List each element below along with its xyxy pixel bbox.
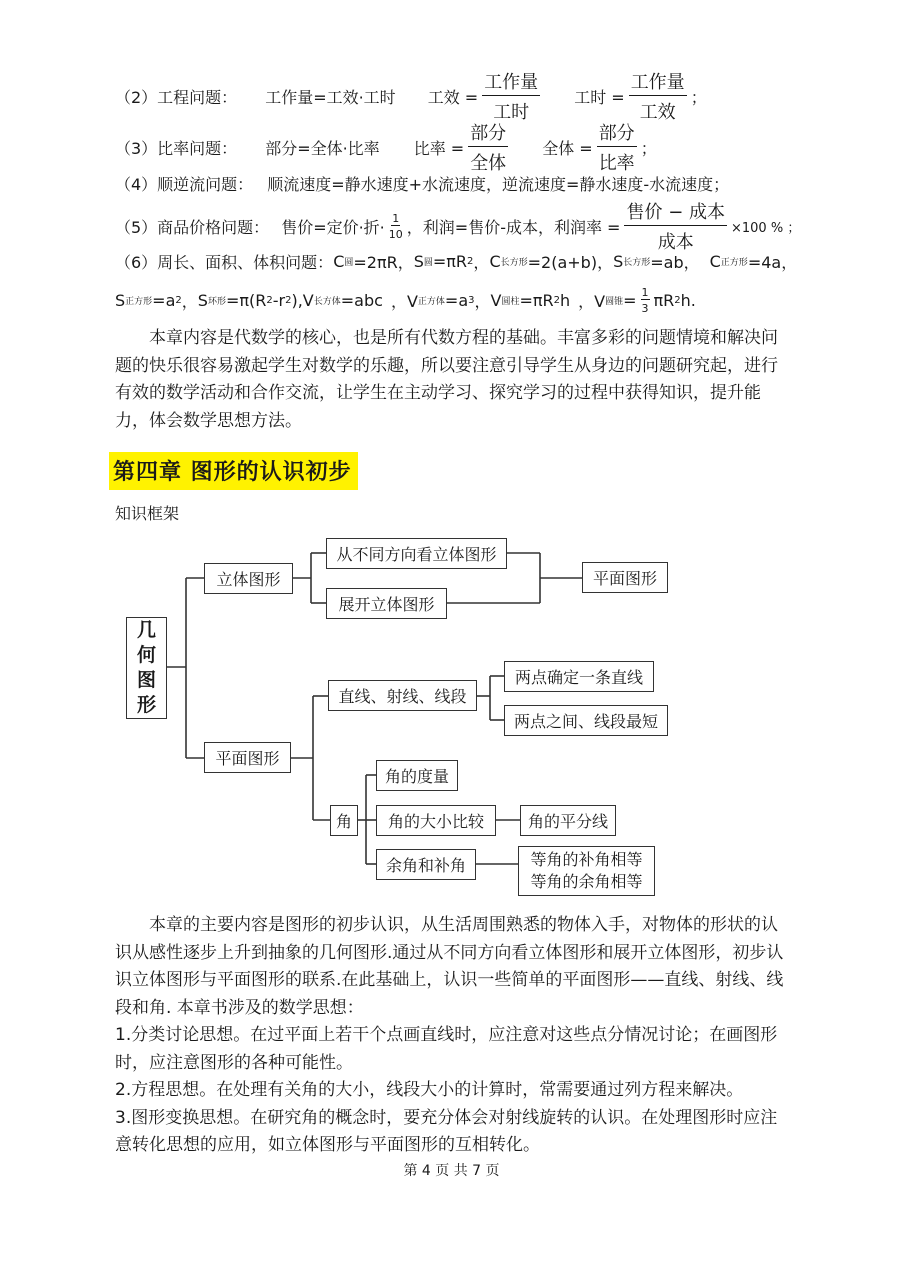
formula: 工时 = (574, 87, 625, 107)
diagram-plane-box: 平面图形 (204, 742, 291, 773)
label: （4）顺逆流问题： (115, 175, 254, 194)
diagram-equal-angles-box (518, 846, 655, 896)
formula: -r (272, 291, 286, 310)
formula: =a (152, 291, 176, 310)
formula: =πR (519, 291, 554, 310)
formula: =a (444, 291, 469, 310)
formula: 工作量=工效·工时 (265, 87, 396, 107)
formula: 工效 = (427, 87, 479, 107)
box-line: 等角的补角相等 (530, 850, 643, 869)
symbol: S (413, 252, 424, 271)
diagram-root-box: 几 何 图 形 (126, 617, 167, 719)
fraction: $\frac{1}{10}$ (388, 211, 403, 241)
punct: ， (181, 292, 198, 311)
paragraph: 本章的主要内容是图形的初步认识，从生活周围熟悉的物体入手，对物体的形状的认识从感性逐步上升到抽象的几何图形.通过从不同方向看立体图形和展开立体图形，初步认识立体图形与平面图形的联系.在此基础上，认识一些简单的平面图形——直线、射线、线段和角. 本章书涉及的数学思想： (115, 915, 784, 1018)
fraction: $\frac{\text{工作量}}{\text{工效}}$ (629, 68, 687, 124)
symbol: S (197, 291, 208, 310)
diagram-angle-box: 角 (330, 805, 358, 836)
formula: 比率 = (413, 138, 465, 158)
formula: =2πR， (353, 253, 414, 272)
page-footer: 第 4 页 共 7 页 (403, 1163, 500, 1179)
symbol: C (709, 252, 721, 271)
formula: h (560, 291, 571, 310)
formula: ，利润=售价-成本，利润率 = (406, 217, 621, 237)
symbol: V (490, 291, 502, 310)
label: （3）比率问题： (115, 138, 238, 158)
diagram-angle-compare-box: 角的大小比较 (376, 805, 496, 836)
exponent: 2 (674, 295, 681, 306)
subscript: 圆柱 (501, 297, 520, 307)
subscript: 圆锥 (605, 297, 624, 307)
label: （6）周长、面积、体积问题： (115, 253, 334, 272)
subscript: 长方形 (623, 258, 651, 268)
exponent: 2 (553, 295, 561, 306)
exponent: 2 (285, 295, 292, 306)
formula: ×100 % ； (731, 220, 801, 236)
fraction: $\frac{\text{售价 − 成本}}{\text{成本}}$ (624, 198, 727, 254)
chapter-title: 第四章 图形的认识初步 (109, 452, 358, 490)
formula: h. (680, 291, 696, 310)
diagram-complement-box: 余角和补角 (376, 849, 476, 880)
formula: =2(a+b)， (527, 253, 614, 272)
symbol: C (333, 252, 345, 271)
diagram-angle-measure-box: 角的度量 (376, 760, 458, 791)
formula: 售价=定价·折· (281, 217, 385, 237)
subscript: 圆 (423, 258, 433, 268)
subscript: 长方体 (313, 297, 341, 307)
formula: =abc (340, 291, 383, 310)
formula: 全体 = (542, 138, 593, 158)
diagram-lines-a-box: 两点确定一条直线 (504, 661, 654, 692)
exponent: 2 (467, 256, 474, 267)
symbol: S (115, 291, 126, 310)
subscript: 环形 (207, 297, 226, 307)
box-line: 等角的余角相等 (530, 872, 643, 891)
subscript: 正方体 (417, 297, 445, 307)
formula: = (623, 291, 637, 310)
fraction: $\frac{1}{3}$ (641, 286, 649, 315)
formula: πR (653, 291, 675, 310)
diagram-solid-box: 立体图形 (204, 563, 293, 594)
subscript: 圆 (344, 258, 354, 268)
diagram-lines-box: 直线、射线、线段 (328, 680, 477, 711)
formula: ), (291, 291, 303, 310)
symbol: ，V (578, 292, 606, 311)
formula: =πR (432, 252, 468, 271)
label: （2）工程问题： (115, 87, 238, 107)
formula: 部分=全体·比率 (265, 138, 380, 158)
symbol: S (613, 252, 624, 271)
diagram-solid-views-box: 从不同方向看立体图形 (326, 538, 507, 569)
label: （5）商品价格问题： (115, 217, 270, 237)
diagram-solid-unfold-box: 展开立体图形 (326, 588, 447, 619)
fraction: $\frac{\text{部分}}{\text{全体}}$ (468, 119, 508, 175)
punct: ， (474, 292, 491, 311)
formula: =ab， (650, 253, 700, 272)
framework-label: 知识框架 (115, 504, 180, 523)
symbol: V (302, 291, 314, 310)
exponent: 2 (266, 295, 273, 306)
diagram-lines-b-box: 两点之间、线段最短 (504, 705, 668, 736)
paragraph: 2.方程思想。在处理有关角的大小，线段大小的计算时，常需要通过列方程来解决。 (115, 1080, 744, 1100)
fraction: $\frac{\text{部分}}{\text{比率}}$ (597, 119, 637, 175)
punct: ； (640, 138, 657, 158)
subscript: 正方形 (720, 258, 748, 268)
paragraph: 1.分类讨论思想。在过平面上若干个点画直线时，应注意对这些点分情况讨论；在画图形时，应注意图形的各种可能性。 (115, 1025, 778, 1073)
formula: 顺流速度=静水速度+水流速度，逆流速度=静水速度-水流速度； (267, 175, 730, 194)
exponent: 2 (175, 295, 182, 306)
chapter4-summary (115, 912, 791, 1160)
fraction: $\frac{\text{工作量}}{\text{工时}}$ (482, 68, 540, 124)
exponent: 3 (468, 295, 475, 306)
diagram-plane-result-box: 平面图形 (582, 562, 668, 593)
subscript: 长方形 (500, 258, 528, 268)
formula: =4a， (747, 253, 798, 272)
chapter3-summary: 本章内容是代数学的核心，也是所有代数方程的基础。丰富多彩的问题情境和解决问题的快乐很容易激起学生对数学的乐趣，所以要注意引导学生从身边的问题研究起，进行有效的数学活动和合作交流，让学生在主动学习、探究学习的过程中获得知识，提升能力，体会数学思想方法。 (115, 328, 778, 431)
formula: =π(R (225, 291, 267, 310)
subscript: 正方形 (125, 297, 153, 307)
symbol: C (489, 252, 501, 271)
punct: ； (690, 87, 707, 107)
diagram-angle-bisector-box: 角的平分线 (520, 805, 616, 836)
symbol: ，V (390, 292, 418, 311)
paragraph: 3.图形变换思想。在研究角的概念时，要充分体会对射线旋转的认识。在处理图形时应注意转化思想的应用，如立体图形与平面图形的互相转化。 (115, 1107, 778, 1155)
punct: ， (473, 253, 490, 272)
